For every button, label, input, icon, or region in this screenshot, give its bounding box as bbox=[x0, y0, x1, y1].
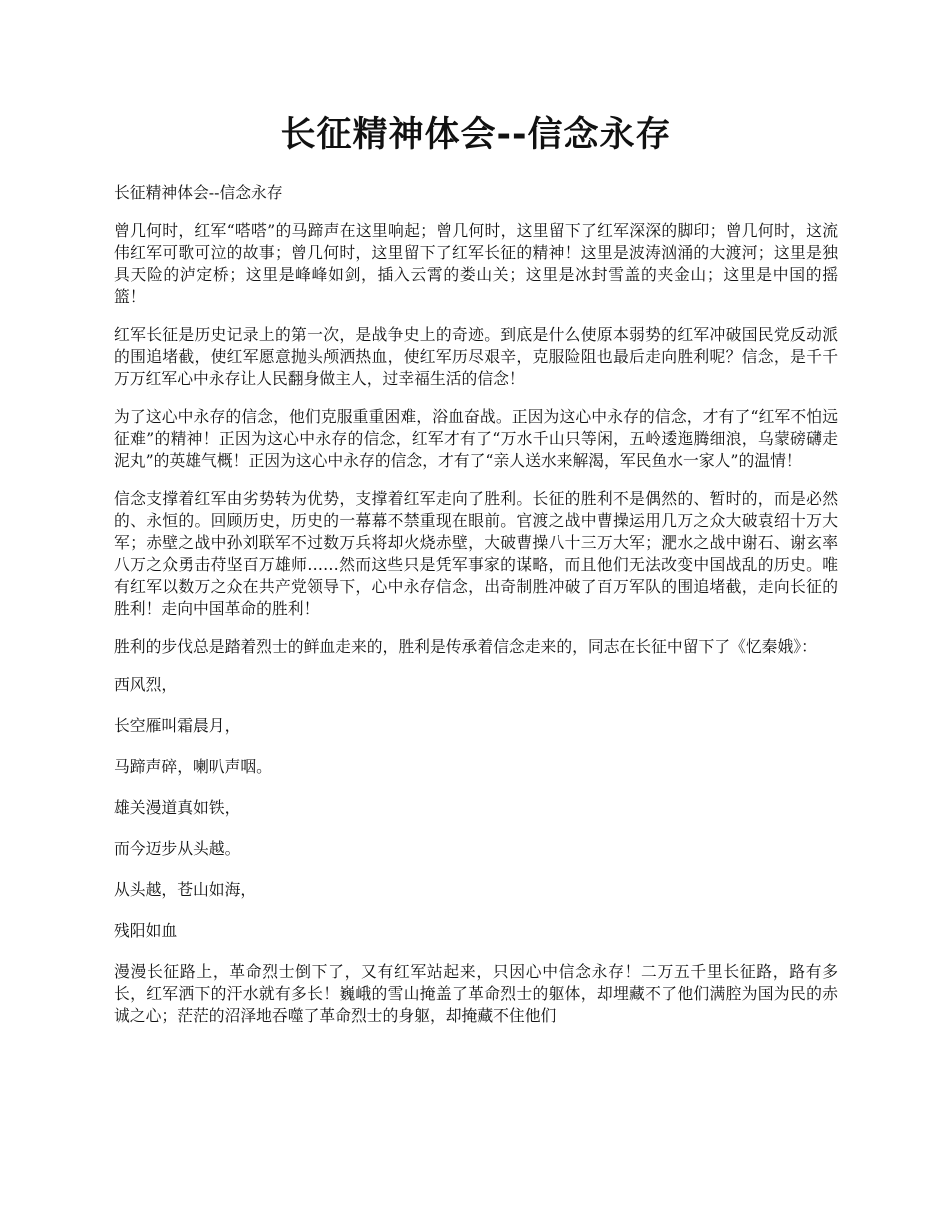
poem-line-2: 长空雁叫霜晨月， bbox=[114, 716, 241, 735]
poem-line-7: 残阳如血 bbox=[114, 921, 178, 940]
document-title: 长征精神体会--信念永存 bbox=[280, 115, 672, 155]
paragraph-1: 曾几何时，红军“嗒嗒”的马蹄声在这里响起；曾几何时，这里留下了红军深深的脚印；曾几何时，这流伟红军可歌可泣的故事；曾几何时，这里留下了红军长征的精神！这里是波涛汹涌的大渡河；这里是独具天险的泸定桥；这里是峰峰如剑，插入云霄的娄山关；这里是冰封雪盖的夹金山；这里是中国的摇篮！ bbox=[114, 221, 838, 306]
paragraph-4: 信念支撑着红军由劣势转为优势，支撑着红军走向了胜利。长征的胜利不是偶然的、暂时的，而是必然的、永恒的。回顾历史，历史的一幕幕不禁重现在眼前。官渡之战中曹操运用几万之众大破袁绍十万大军；赤壁之战中孙刘联军不过数万兵将却火烧赤壁，大破曹操八十三万大军；淝水之战中谢石、谢玄率八万之众勇击苻坚百万雄师……然而这些只是凭军事家的谋略，而且他们无法改变中国战乱的历史。唯有红军以数万之众在共产党领导下，心中永存信念，出奇制胜冲破了百万军队的围追堵截，走向长征的胜利！走向中国革命的胜利！ bbox=[114, 489, 838, 618]
poem-line-5: 而今迈步从头越。 bbox=[114, 839, 241, 858]
document-subtitle: 长征精神体会--信念永存 bbox=[114, 183, 283, 202]
paragraph-3: 为了这心中永存的信念，他们克服重重困难，浴血奋战。正因为这心中永存的信念，才有了“红军不怕远征难”的精神！正因为这心中永存的信念，红军才有了“万水千山只等闲，五岭逶迤腾细浪，乌蒙磅礴走泥丸”的英雄气概！正因为这心中永存的信念，才有了“亲人送水来解渴，军民鱼水一家人”的温情！ bbox=[114, 407, 838, 470]
paragraph-2: 红军长征是历史记录上的第一次，是战争史上的奇迹。到底是什么使原本弱势的红军冲破国民党反动派的围追堵截，使红军愿意抛头颅洒热血，使红军历尽艰辛，克服险阻也最后走向胜利呢？信念，是千千万万红军心中永存让人民翻身做主人，过幸福生活的信念！ bbox=[114, 325, 838, 388]
closing-paragraph: 漫漫长征路上，革命烈士倒下了，又有红军站起来，只因心中信念永存！二万五千里长征路，路有多长，红军洒下的汗水就有多长！巍峨的雪山掩盖了革命烈士的躯体，却埋藏不了他们满腔为国为民的赤诚之心；茫茫的沼泽地吞噬了革命烈士的身躯，却掩藏不住他们 bbox=[114, 962, 838, 1025]
poem-line-1: 西风烈， bbox=[114, 675, 178, 694]
poem-line-6: 从头越，苍山如海， bbox=[114, 880, 257, 899]
poem-line-3: 马蹄声碎，喇叭声咽。 bbox=[114, 757, 272, 776]
paragraph-5: 胜利的步伐总是踏着烈士的鲜血走来的，胜利是传承着信念走来的，同志在长征中留下了《忆秦娥》： bbox=[114, 637, 817, 656]
poem-line-4: 雄关漫道真如铁， bbox=[114, 798, 241, 817]
document-page bbox=[114, 110, 838, 1043]
